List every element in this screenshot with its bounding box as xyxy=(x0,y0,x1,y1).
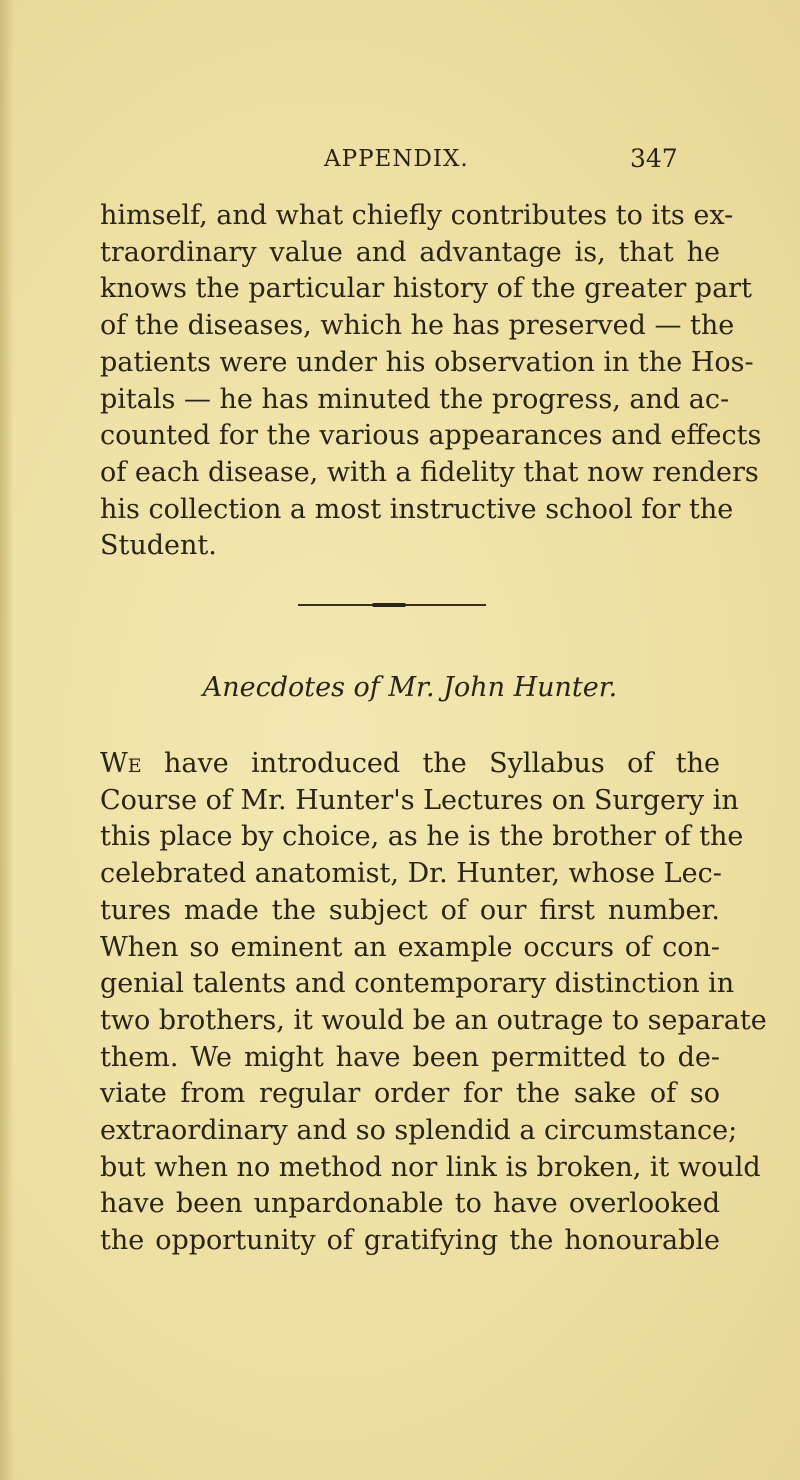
text-line: two brothers, it would be an outrage to separate xyxy=(100,1004,767,1036)
text-line: extraordinary and so splendid a circumstance; xyxy=(100,1115,738,1147)
text-line: have been unpardonable to have overlooked xyxy=(100,1188,720,1220)
text-line-first xyxy=(100,746,720,783)
first-line-rest: have introduced the Syllabus of the xyxy=(141,748,720,779)
text-line: genial talents and contemporary distinction in xyxy=(100,968,735,1000)
text-line: patients were under his observation in the Hos- xyxy=(100,346,754,378)
text-line: them. We might have been permitted to de- xyxy=(100,1041,720,1073)
paragraph-2 xyxy=(100,746,767,1260)
text-line: but when no method nor link is broken, it would xyxy=(100,1151,761,1183)
first-word: We xyxy=(100,748,142,779)
page-gutter-shadow xyxy=(0,0,14,1480)
page-header xyxy=(100,146,720,182)
text-line: himself, and what chiefly contributes to its ex- xyxy=(100,200,734,231)
section-title: Anecdotes of Mr. John Hunter. xyxy=(202,672,618,703)
text-line: of the diseases, which he has preserved — the xyxy=(100,310,735,342)
text-line: celebrated anatomist, Dr. Hunter, whose Lec- xyxy=(100,858,722,890)
text-line: the opportunity of gratifying the honourable xyxy=(100,1225,720,1257)
text-line: When so eminent an example occurs of con- xyxy=(100,931,720,963)
paragraph-1 xyxy=(100,198,762,565)
section-divider-rule xyxy=(298,604,486,606)
text-line: Student. xyxy=(100,530,217,562)
text-line: this place by choice, as he is the brother of the xyxy=(100,821,744,853)
text-line: of each disease, with a fidelity that now renders xyxy=(100,456,759,488)
text-line: knows the particular history of the greater part xyxy=(100,273,752,305)
text-line: viate from regular order for the sake of so xyxy=(100,1078,720,1110)
running-head: APPENDIX. xyxy=(324,146,469,172)
page-number: 347 xyxy=(630,144,678,173)
text-line: pitals — he has minuted the progress, and ac- xyxy=(100,383,730,415)
text-line: traordinary value and advantage is, that he xyxy=(100,236,720,268)
text-line: his collection a most instructive school for the xyxy=(100,493,734,525)
text-line: tures made the subject of our first number. xyxy=(100,894,720,926)
text-line: Course of Mr. Hunter's Lectures on Surgery in xyxy=(100,784,739,816)
text-line: counted for the various appearances and effects xyxy=(100,420,762,452)
